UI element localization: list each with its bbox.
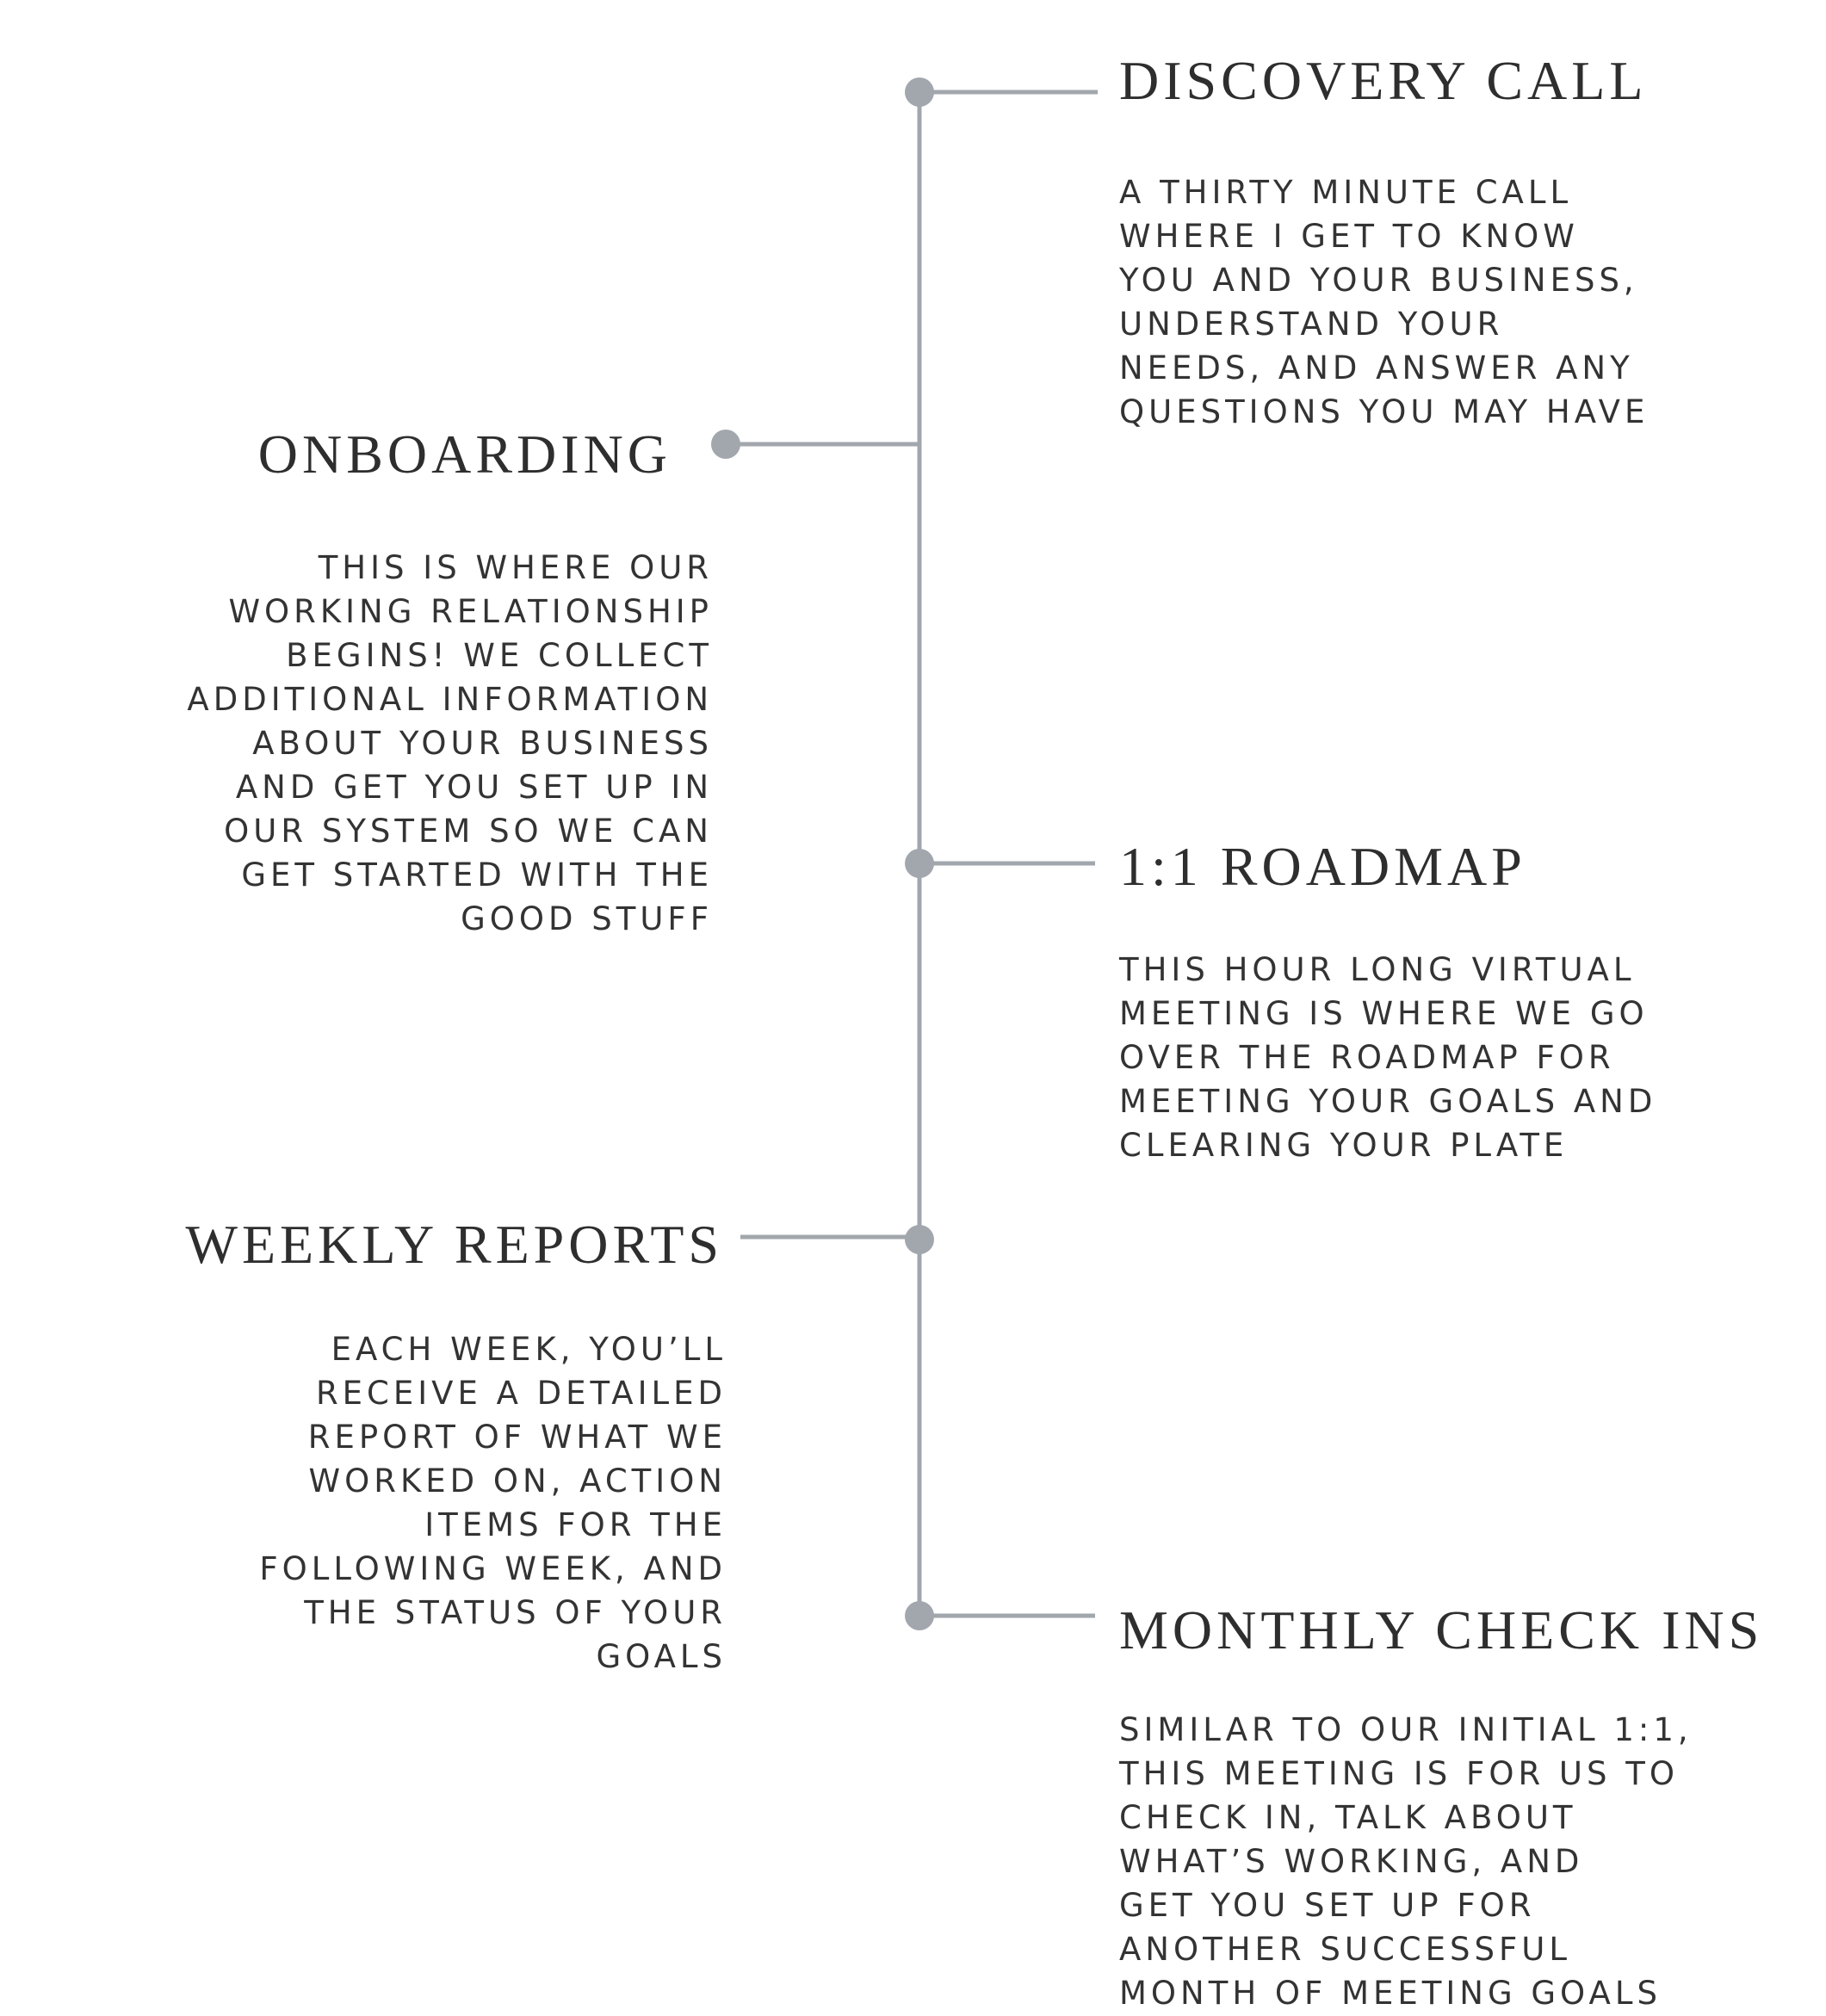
step-discovery-call [1119, 50, 1791, 434]
step-weekly-reports [103, 1214, 727, 1679]
timeline-node-weekly-reports [905, 1225, 934, 1254]
step-title: DISCOVERY CALL [1119, 50, 1648, 111]
step-monthly-check-ins [1119, 1599, 1808, 2015]
step-title: 1:1 ROADMAP [1119, 836, 1526, 897]
step-title: WEEKLY REPORTS [185, 1214, 723, 1275]
step-roadmap [1119, 836, 1791, 1167]
step-title: MONTHLY CHECK INS [1119, 1599, 1764, 1660]
step-description: THIS IS WHERE OUR WORKING RELATIONSHIP BEGINS! WE COLLECT ADDITIONAL INFORMATION ABOUT YOUR BUSINESS AND GET YOU SET UP IN OUR SYSTEM SO WE CAN GET STARTED WITH THE GOOD STUFF [187, 549, 713, 937]
step-onboarding [69, 424, 713, 941]
step-title: ONBOARDING [257, 424, 672, 485]
step-description: SIMILAR TO OUR INITIAL 1:1, THIS MEETING IS FOR US TO CHECK IN, TALK ABOUT WHAT’S WORKING, AND GET YOU SET UP FOR ANOTHER SUCCESSFUL MONTH OF MEETING GOALS [1119, 1711, 1693, 2012]
step-description: EACH WEEK, YOU’LL RECEIVE A DETAILED REPORT OF WHAT WE WORKED ON, ACTION ITEMS FOR THE FOLLOWING WEEK, AND THE STATUS OF YOUR GOALS [259, 1331, 727, 1675]
step-description: A THIRTY MINUTE CALL WHERE I GET TO KNOW YOU AND YOUR BUSINESS, UNDERSTAND YOUR NEEDS, AND ANSWER ANY QUESTIONS YOU MAY HAVE [1119, 174, 1650, 430]
step-description: THIS HOUR LONG VIRTUAL MEETING IS WHERE WE GO OVER THE ROADMAP FOR MEETING YOUR GOALS AND CLEARING YOUR PLATE [1119, 951, 1657, 1164]
